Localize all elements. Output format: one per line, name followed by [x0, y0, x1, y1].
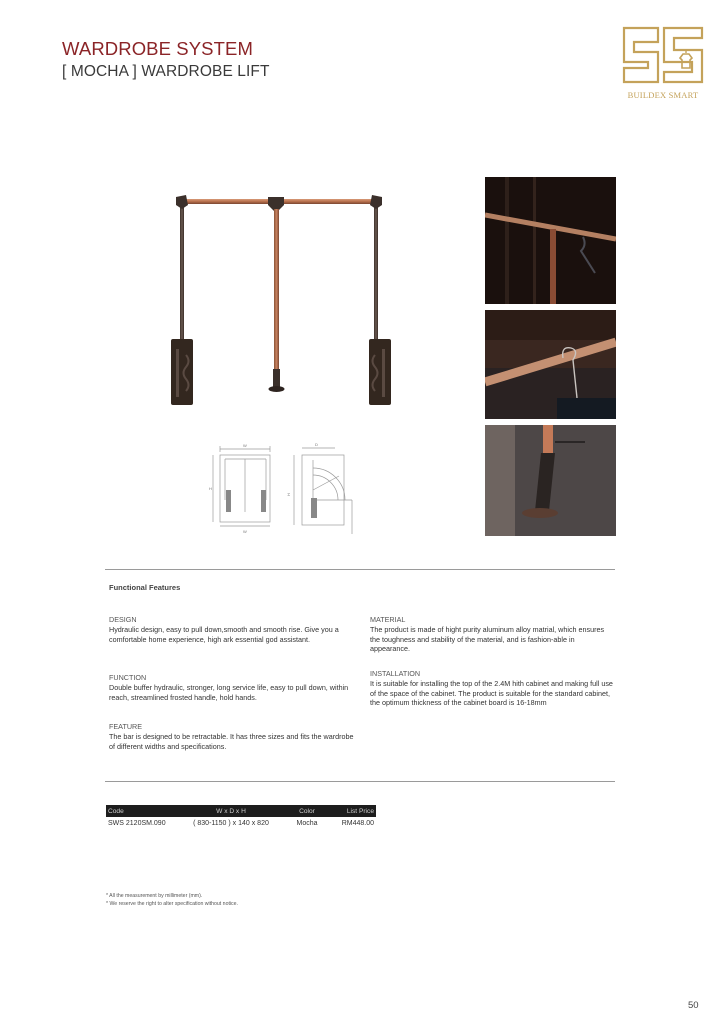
photo-rod-hanger	[485, 310, 616, 419]
feature-body: The product is made of hight purity aluminum alloy matrial, which ensures the toughness and stability of the material, and is fashion-able in appearance.	[370, 624, 605, 654]
cell-price: RM448.00	[341, 820, 374, 827]
header-price: List Price	[328, 805, 376, 817]
feature-heading: DESIGN	[109, 615, 137, 624]
header-code: Code	[106, 805, 176, 817]
feature-installation	[370, 669, 615, 708]
footnote: * We reserve the right to alter specification without notice.	[106, 901, 238, 907]
brand-logo	[620, 24, 706, 106]
drawing-label-height: H	[209, 486, 212, 491]
feature-material	[370, 615, 615, 654]
feature-function	[109, 673, 359, 702]
section-divider-bottom	[105, 781, 615, 782]
feature-heading: INSTALLATION	[370, 669, 421, 678]
feature-heading: MATERIAL	[370, 615, 406, 624]
feature-body: It is suitable for installing the top of the 2.4M hith cabinet and making full use of the space of the cabinet. The product is suitable for the standard cabinet, the optimum thickness of the cabinet board is 16-18mm	[370, 678, 613, 708]
cell-color: Mocha	[296, 820, 318, 827]
table-row	[106, 817, 376, 830]
wardrobe-lift-product-image	[168, 183, 398, 413]
drawing-label-bottom: W	[243, 529, 247, 534]
cell-code: SWS 2120SM.090	[108, 820, 166, 827]
feature-design	[109, 615, 359, 644]
functional-features-title: Functional Features	[109, 583, 181, 592]
header-dimensions: W x D x H	[176, 805, 286, 817]
drawing-label-side-height: H	[286, 493, 291, 496]
table-header-row	[106, 805, 376, 817]
header-color: Color	[286, 805, 328, 817]
technical-drawing	[205, 440, 365, 540]
brand-name: BUILDEX SMART	[627, 90, 699, 100]
drawing-label-depth: D	[315, 442, 318, 447]
feature-body: Double buffer hydraulic, stronger, long service life, easy to pull down, within reach, streamlined frosted handle, hold hands.	[109, 682, 349, 702]
page-number: 50	[688, 1000, 699, 1011]
product-subtitle: [ MOCHA ] WARDROBE LIFT	[62, 63, 270, 80]
feature-body: Hydraulic design, easy to pull down,smooth and smooth rise. Give you a comfortable home experience, high ark essential god assistant.	[109, 624, 339, 644]
drawing-label-width: W	[243, 443, 247, 448]
section-divider-top	[105, 569, 615, 570]
photo-installed-wardrobe	[485, 177, 616, 304]
footnote: * All the measurement by millimeter (mm).	[106, 893, 203, 899]
photo-handle-closeup	[485, 425, 616, 536]
feature-heading: FEATURE	[109, 722, 143, 731]
feature-heading: FUNCTION	[109, 673, 147, 682]
page-title: WARDROBE SYSTEM	[62, 38, 253, 59]
cell-dimensions: ( 830-1150 ) x 140 x 820	[193, 820, 269, 827]
feature-feature	[109, 722, 359, 751]
footnotes	[106, 892, 238, 908]
buildex-logo-icon	[620, 24, 706, 88]
feature-body: The bar is designed to be retractable. It has three sizes and fits the wardrobe of different widths and specifications.	[109, 731, 354, 751]
spec-table	[106, 805, 376, 830]
